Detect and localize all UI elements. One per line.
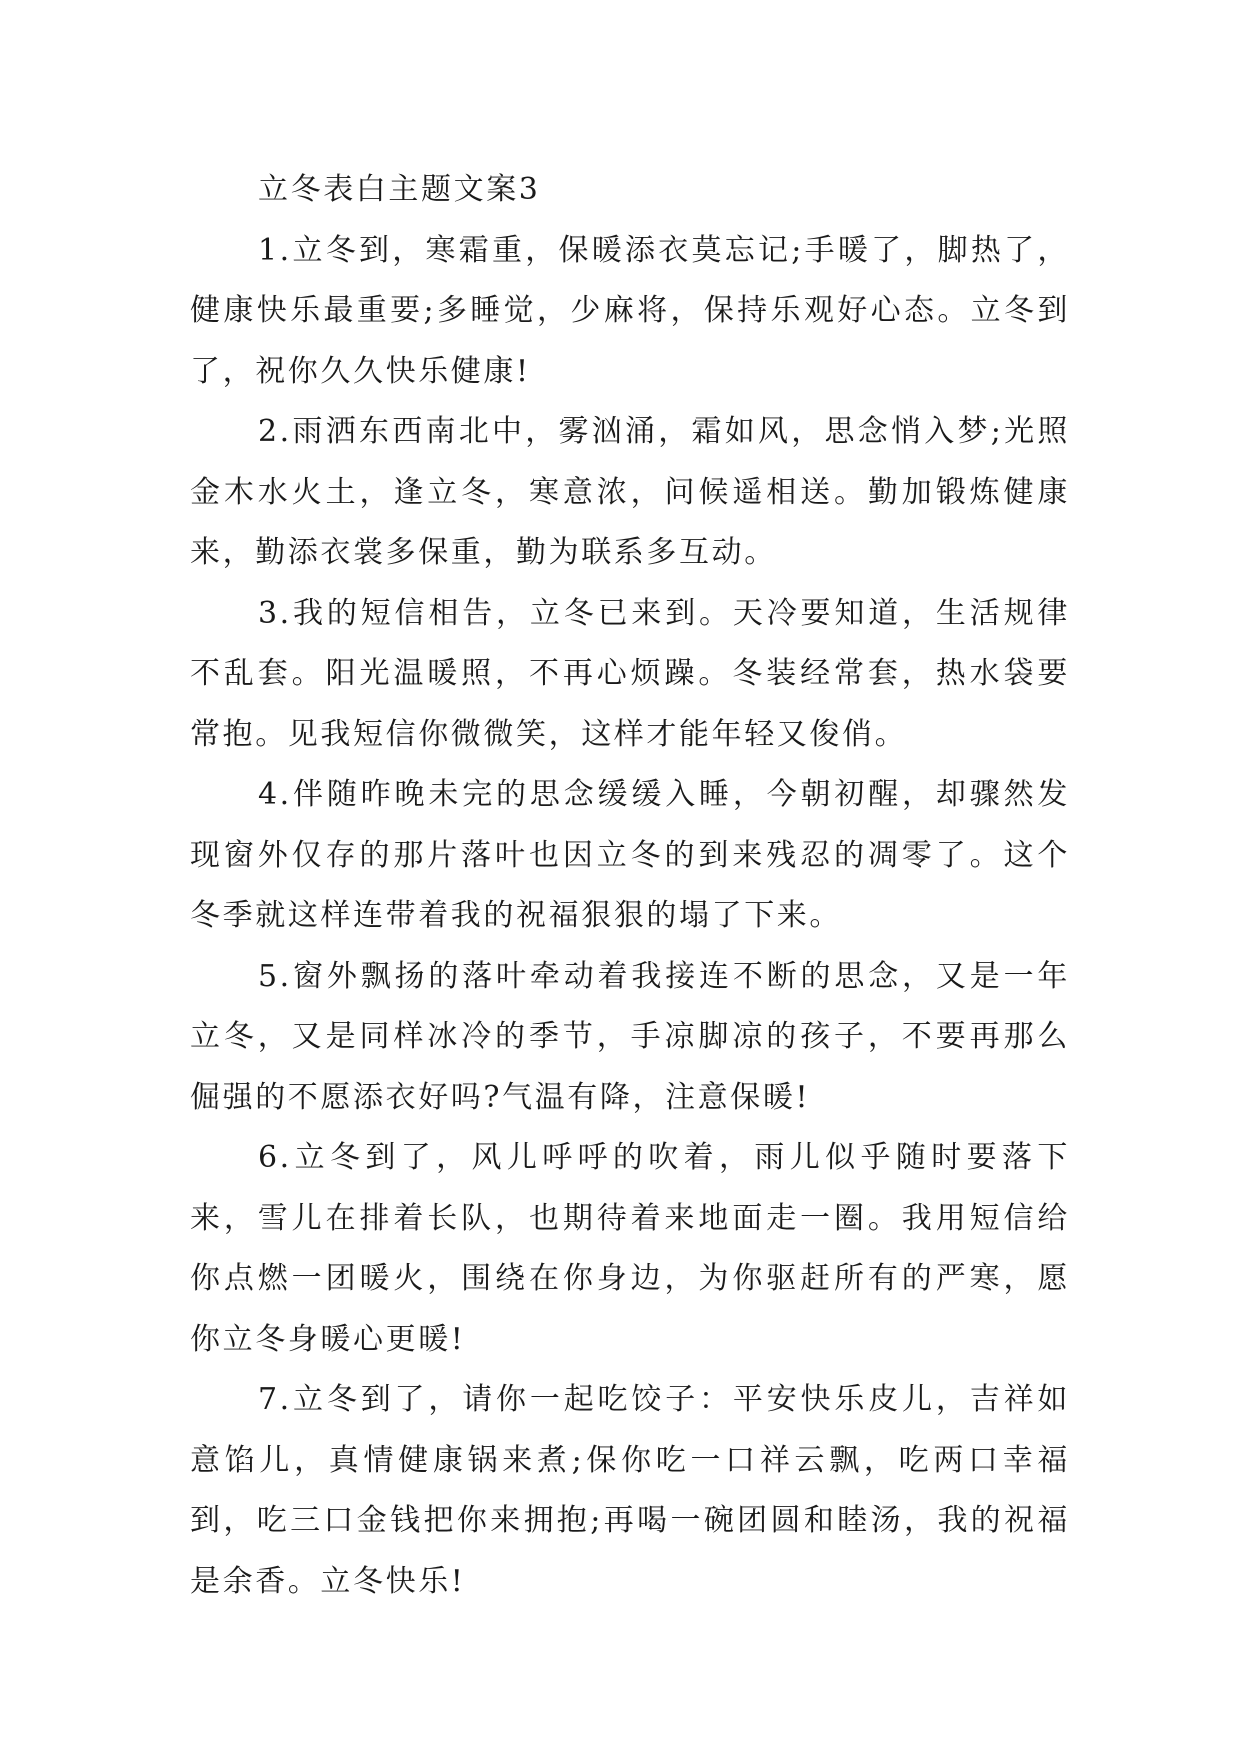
paragraph-2: 2.雨洒东西南北中，雾汹涌，霜如风，思念悄入梦;光照金木水火土，逢立冬，寒意浓，问候遥相送。勤加锻炼健康来，勤添衣裳多保重，勤为联系多互动。 bbox=[190, 414, 1070, 570]
paragraph-5: 5.窗外飘扬的落叶牵动着我接连不断的思念，又是一年立冬，又是同样冰冷的季节，手凉脚凉的孩子，不要再那么倔强的不愿添衣好吗?气温有降，注意保暖! bbox=[190, 958, 1070, 1115]
document-body bbox=[190, 160, 1070, 1612]
document-title: 立冬表白主题文案3 bbox=[258, 172, 541, 207]
paragraph-3: 3.我的短信相告，立冬已来到。天冷要知道，生活规律不乱套。阳光温暖照，不再心烦躁。冬装经常套，热水袋要常抱。见我短信你微微笑，这样才能年轻又俊俏。 bbox=[190, 595, 1070, 752]
paragraph-4: 4.伴随昨晚未完的思念缓缓入睡，今朝初醒，却骤然发现窗外仅存的那片落叶也因立冬的到来残忍的凋零了。这个冬季就这样连带着我的祝福狠狠的塌了下来。 bbox=[190, 777, 1070, 933]
paragraph-1: 1.立冬到，寒霜重，保暖添衣莫忘记;手暖了，脚热了，健康快乐最重要;多睡觉，少麻将，保持乐观好心态。立冬到了，祝你久久快乐健康! bbox=[190, 232, 1070, 389]
paragraph-7: 7.立冬到了，请你一起吃饺子：平安快乐皮儿，吉祥如意馅儿，真情健康锅来煮;保你吃一口祥云飘，吃两口幸福到，吃三口金钱把你来拥抱;再喝一碗团圆和睦汤，我的祝福是余香。立冬快乐! bbox=[190, 1382, 1070, 1599]
paragraph-6: 6.立冬到了，风儿呼呼的吹着，雨儿似乎随时要落下来，雪儿在排着长队，也期待着来地面走一圈。我用短信给你点燃一团暖火，围绕在你身边，为你驱赶所有的严寒，愿你立冬身暖心更暖! bbox=[190, 1140, 1070, 1357]
